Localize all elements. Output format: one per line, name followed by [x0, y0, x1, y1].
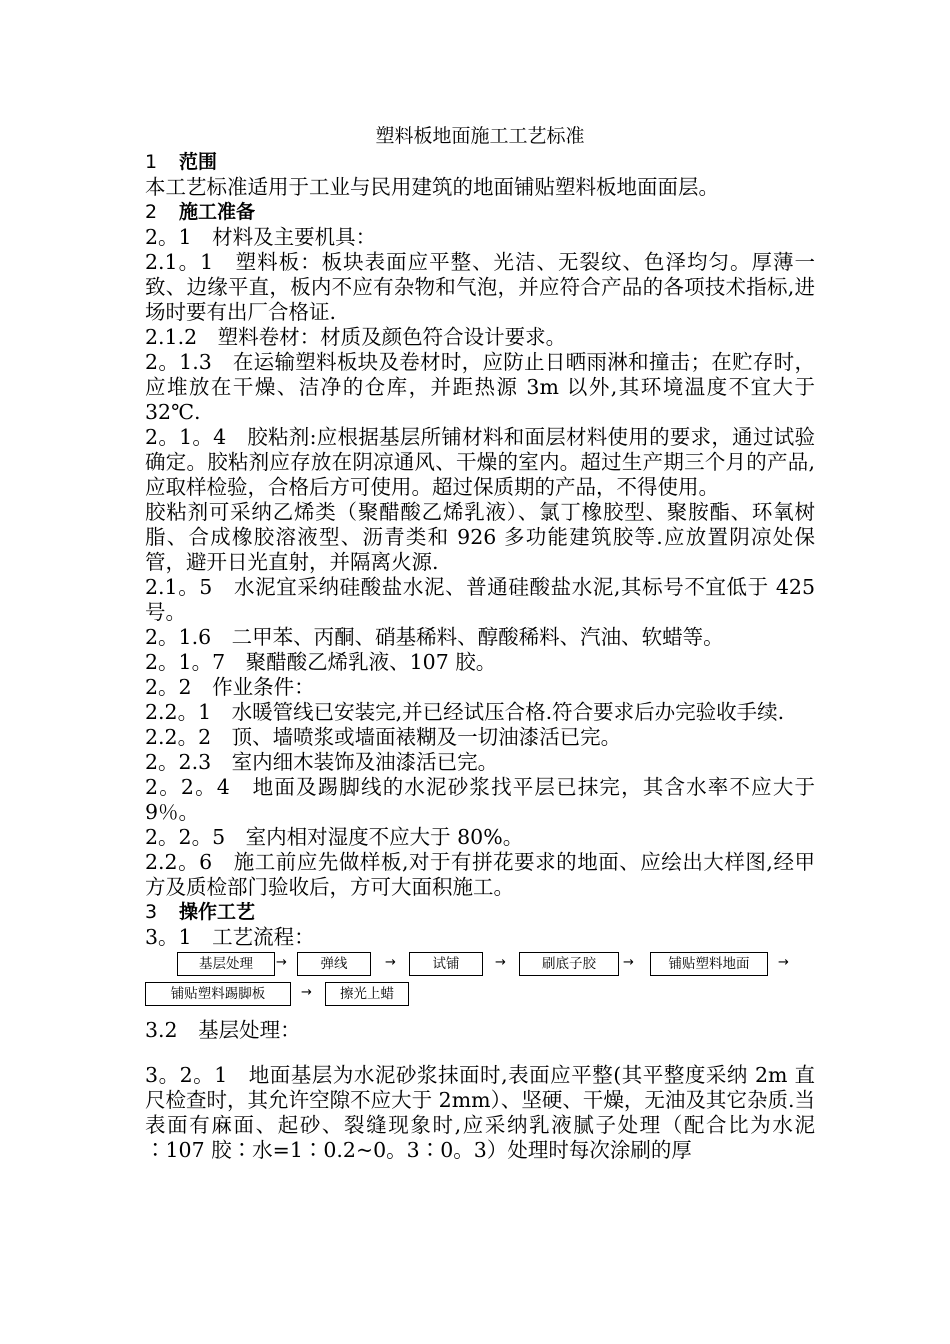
section-number: 3 [145, 901, 158, 923]
paragraph: 2。1 材料及主要机具： [145, 225, 377, 249]
section-1-heading [145, 150, 815, 175]
paragraph: 2。2 作业条件： [145, 675, 315, 699]
paragraph: 2。1。4 胶粘剂:应根据基层所铺材料和面层材料使用的要求，通过试验确定。胶粘剂应存放在阴凉通风、干燥的室内。超过生产期三个月的产品,应取样检验，合格后方可使用。超过保质期的产品，不得使用。 [145, 425, 815, 499]
paragraph: 2.1。1 塑料板：板块表面应平整、光洁、无裂纹、色泽均匀。厚薄一致、边缘平直，板内不应有杂物和气泡，并应符合产品的各项技术指标,进场时要有出厂合格证. [145, 250, 815, 324]
section-title: 施工准备 [179, 201, 256, 223]
flow-arrow: → [301, 985, 312, 1000]
flow-arrow: → [276, 955, 287, 970]
paragraph: 2.1.2 塑料卷材：材质及颜色符合设计要求。 [145, 325, 567, 349]
flow-step: 基层处理 [177, 952, 275, 976]
paragraph: 2.2。6 施工前应先做样板,对于有拼花要求的地面、应绘出大样图,经甲方及质检部门验收后，方可大面积施工。 [145, 850, 815, 899]
section-3-heading [145, 900, 815, 925]
flow-step: 试铺 [409, 952, 483, 976]
flow-step: 擦光上蜡 [325, 982, 409, 1006]
flow-step: 弹线 [297, 952, 371, 976]
paragraph: 2。2。5 室内相对湿度不应大于 80%。 [145, 825, 524, 849]
paragraph: 2。2.3 室内细木装饰及油漆活已完。 [145, 750, 499, 774]
paragraph: 2。2。4 地面及踢脚线的水泥砂浆找平层已抹完，其含水率不应大于 9％。 [145, 775, 815, 824]
paragraph: 3。1 工艺流程： [145, 925, 315, 949]
process-flow-diagram [145, 952, 815, 1010]
flow-step: 铺贴塑料地面 [650, 952, 768, 976]
spacer [145, 1043, 815, 1063]
page-title: 塑料板地面施工工艺标准 [375, 125, 585, 147]
section-number: 1 [145, 151, 158, 173]
flow-arrow: → [495, 955, 506, 970]
paragraph: 2。1.3 在运输塑料板块及卷材时，应防止日晒雨淋和撞击；在贮存时，应堆放在干燥、洁净的仓库，并距热源 3m 以外,其环境温度不宜大于 32℃. [145, 350, 815, 424]
section-number: 2 [145, 201, 158, 223]
flow-arrow: → [778, 955, 789, 970]
section-2-heading [145, 200, 815, 225]
document-page [145, 124, 815, 1163]
paragraph: 胶粘剂可采纳乙烯类（聚醋酸乙烯乳液）、氯丁橡胶型、聚胺酯、环氧树脂、合成橡胶溶液型、沥青类和 926 多功能建筑胶等.应放置阴凉处保管，避开日光直射，并隔离火源. [145, 500, 815, 574]
paragraph: 2.2。2 顶、墙喷浆或墙面裱糊及一切油漆活已完。 [145, 725, 622, 749]
paragraph: 2.2。1 水暖管线已安装完,并已经试压合格.符合要求后办完验收手续. [145, 700, 785, 724]
flow-step: 铺贴塑料踢脚板 [145, 982, 291, 1006]
section-title: 操作工艺 [179, 901, 256, 923]
paragraph: 本工艺标准适用于工业与民用建筑的地面铺贴塑料板地面面层。 [145, 175, 719, 199]
flow-step: 刷底子胶 [519, 952, 619, 976]
paragraph: 2。1.6 二甲苯、丙酮、硝基稀料、醇酸稀料、汽油、软蜡等。 [145, 625, 724, 649]
paragraph: 2.1。5 水泥宜采纳硅酸盐水泥、普通硅酸盐水泥,其标号不宜低于 425 号。 [145, 575, 815, 624]
paragraph: 2。1。7 聚醋酸乙烯乳液、107 胶。 [145, 650, 497, 674]
section-title: 范围 [179, 151, 218, 173]
flow-arrow: → [385, 955, 396, 970]
paragraph: 3.2 基层处理： [145, 1018, 301, 1042]
paragraph: 3。2。1 地面基层为水泥砂浆抹面时,表面应平整(其平整度采纳 2m 直尺检查时，其允许空隙不应大于 2mm）、坚硬、干燥，无油及其它杂质.当表面有麻面、起砂、裂缝现象时,应采纳乳液腻子处理（配合比为水泥∶107 胶∶水=1∶0.2~0。3∶0。3）处理时每次涂刷的厚 [145, 1063, 815, 1162]
flow-arrow: → [623, 955, 634, 970]
